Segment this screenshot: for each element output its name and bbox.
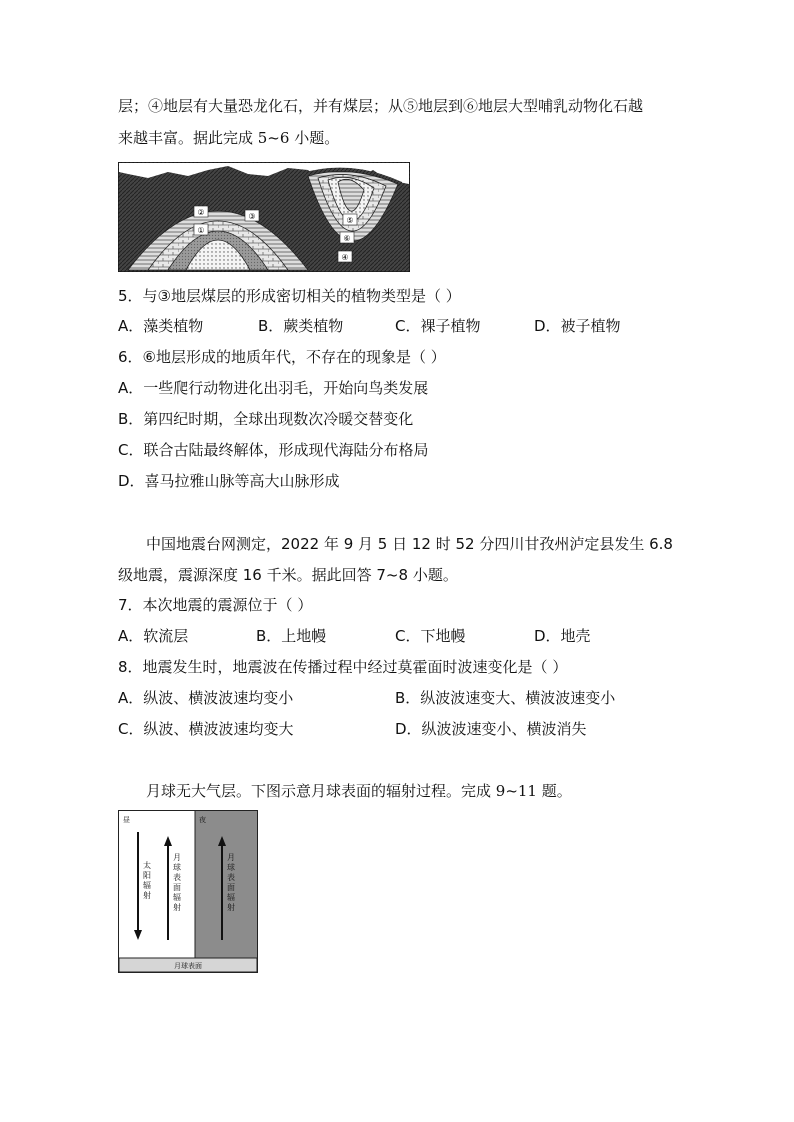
- q5-option-d[interactable]: D．被子植物: [534, 317, 621, 335]
- q5-option-c[interactable]: C．裸子植物: [395, 317, 481, 335]
- label-1: ①: [197, 226, 205, 235]
- q7-options: [118, 626, 718, 646]
- label-3: ③: [248, 212, 256, 221]
- q7-option-d[interactable]: D．地壳: [534, 627, 591, 645]
- q7-stem: 7．本次地震的震源位于（ ）: [118, 596, 313, 614]
- label-2: ②: [197, 208, 205, 217]
- label-4: ④: [341, 253, 349, 262]
- solar-radiation-label: 太阳辐射: [143, 861, 151, 900]
- q8-options-row1: [118, 688, 718, 708]
- q7-option-a[interactable]: A．软流层: [118, 627, 189, 645]
- surface-radiation-night-label: 月球表面辐射: [227, 853, 235, 912]
- q7-option-b[interactable]: B．上地幔: [256, 627, 327, 645]
- strata-figure: [118, 162, 410, 272]
- surface-radiation-day-label: 月球表面辐射: [173, 853, 181, 912]
- intro3-line-1: 月球无大气层。下图示意月球表面的辐射过程。完成 9~11 题。: [146, 782, 572, 800]
- moon-radiation-figure: [118, 810, 258, 973]
- q8-option-d[interactable]: D．纵波波速变小、横波消失: [395, 720, 587, 738]
- label-5: ⑤: [346, 216, 354, 225]
- q7-option-c[interactable]: C．下地幔: [395, 627, 466, 645]
- surface-label: 月球表面: [174, 962, 202, 970]
- q8-option-a[interactable]: A．纵波、横波波速均变小: [118, 689, 294, 707]
- label-6: ⑥: [343, 234, 351, 243]
- q8-option-b[interactable]: B．纵波波速变大、横波波速变小: [395, 689, 616, 707]
- intro-line-2: 来越丰富。据此完成 5~6 小题。: [118, 129, 340, 147]
- day-label: 昼: [123, 816, 130, 824]
- q6-stem: 6．⑥地层形成的地质年代，不存在的现象是（ ）: [118, 348, 446, 366]
- intro2-line-1: 中国地震台网测定，2022 年 9 月 5 日 12 时 52 分四川甘孜州泸定县发生 6.8: [146, 535, 673, 553]
- q6-option-d[interactable]: D．喜马拉雅山脉等高大山脉形成: [118, 472, 340, 490]
- q6-option-c[interactable]: C．联合古陆最终解体，形成现代海陆分布格局: [118, 441, 429, 459]
- night-panel: [195, 811, 257, 958]
- q8-options-row2: [118, 719, 718, 739]
- q5-stem: 5．与③地层煤层的形成密切相关的植物类型是（ ）: [118, 287, 461, 305]
- q5-option-b[interactable]: B．蕨类植物: [258, 317, 344, 335]
- night-label: 夜: [199, 816, 206, 824]
- q6-option-b[interactable]: B．第四纪时期，全球出现数次冷暖交替变化: [118, 410, 414, 428]
- q5-option-a[interactable]: A．藻类植物: [118, 317, 204, 335]
- intro2-line-2: 级地震，震源深度 16 千米。据此回答 7~8 小题。: [118, 566, 458, 584]
- intro-line-1: 层；④地层有大量恐龙化石，并有煤层；从⑤地层到⑥地层大型哺乳动物化石越: [118, 97, 644, 115]
- q5-options: [118, 316, 718, 336]
- q8-stem: 8．地震发生时，地震波在传播过程中经过莫霍面时波速变化是（ ）: [118, 658, 568, 676]
- q8-option-c[interactable]: C．纵波、横波波速均变大: [118, 720, 294, 738]
- q6-option-a[interactable]: A．一些爬行动物进化出羽毛，开始向鸟类发展: [118, 379, 429, 397]
